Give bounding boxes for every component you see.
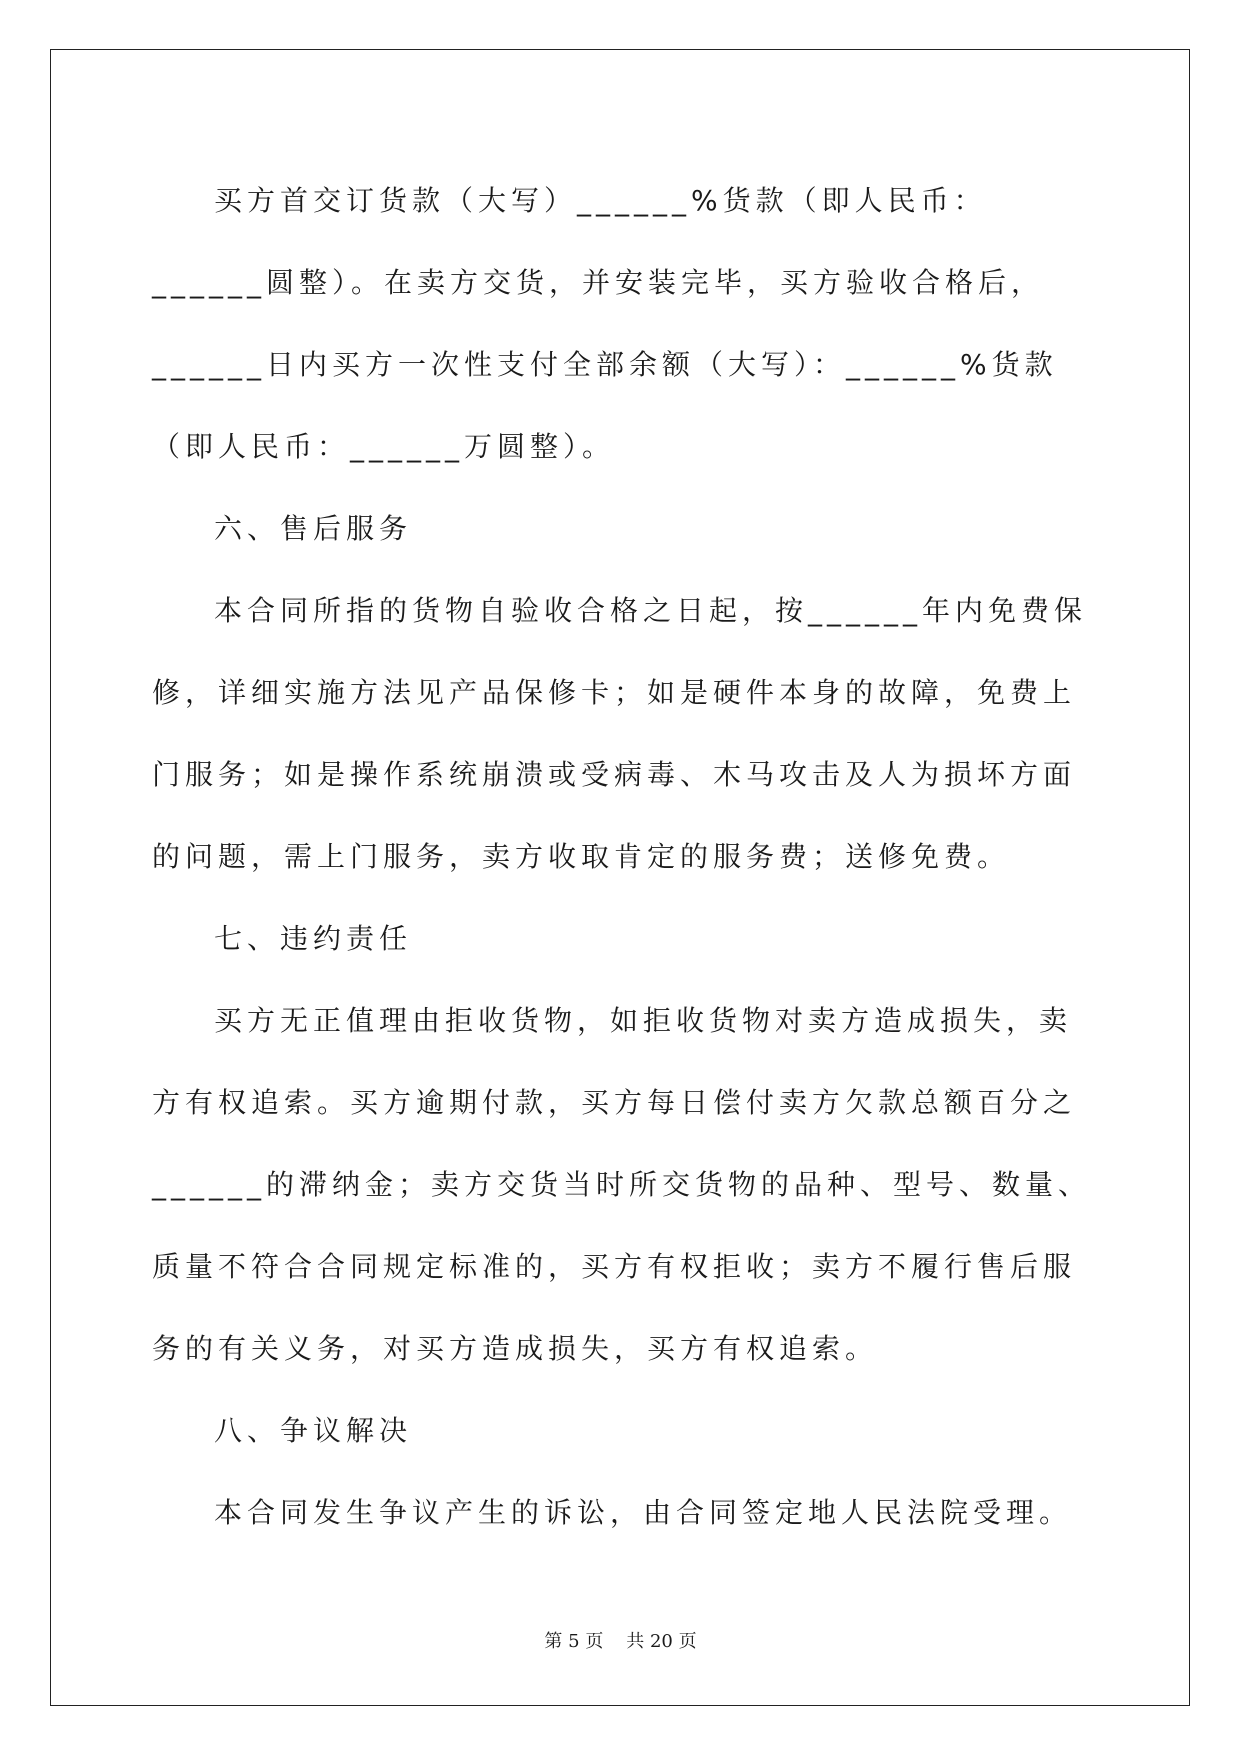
footer-gap [603, 1631, 626, 1652]
page-total: 共 20 页 [626, 1631, 697, 1652]
paragraph-payment: 买方首交订货款（大写）______%货款（即人民币：______圆整）。在卖方交货，并安装完毕，买方验收合格后，______日内买方一次性支付全部余额（大写）：______%货款（即人民币：______万圆整）。 [152, 184, 1058, 463]
heading-after-sales: 六、售后服务 [214, 512, 413, 545]
paragraph-liability: 买方无正值理由拒收货物，如拒收货物对卖方造成损失，卖方有权追索。买方逾期付款，买方每日偿付卖方欠款总额百分之______的滞纳金；卖方交货当时所交货物的品种、型号、数量、质量不符合合同规定标准的，买方有权拒收；卖方不履行售后服务的有关义务，对买方造成损失，买方有权追索。 [152, 1004, 1092, 1365]
page-number: 第 5 页 [544, 1631, 604, 1652]
paragraph-dispute: 本合同发生争议产生的诉讼，由合同签定地人民法院受理。 [214, 1496, 1073, 1529]
paragraph-after-sales: 本合同所指的货物自验收合格之日起，按______年内免费保修，详细实施方法见产品保修卡；如是硬件本身的故障，免费上门服务；如是操作系统崩溃或受病毒、木马攻击及人为损坏方面的问题，需上门服务，卖方收取肯定的服务费；送修免费。 [152, 594, 1088, 873]
page-footer [0, 1627, 1241, 1653]
document-body [152, 160, 1092, 1554]
heading-liability: 七、违约责任 [214, 922, 413, 955]
heading-dispute: 八、争议解决 [214, 1414, 413, 1447]
